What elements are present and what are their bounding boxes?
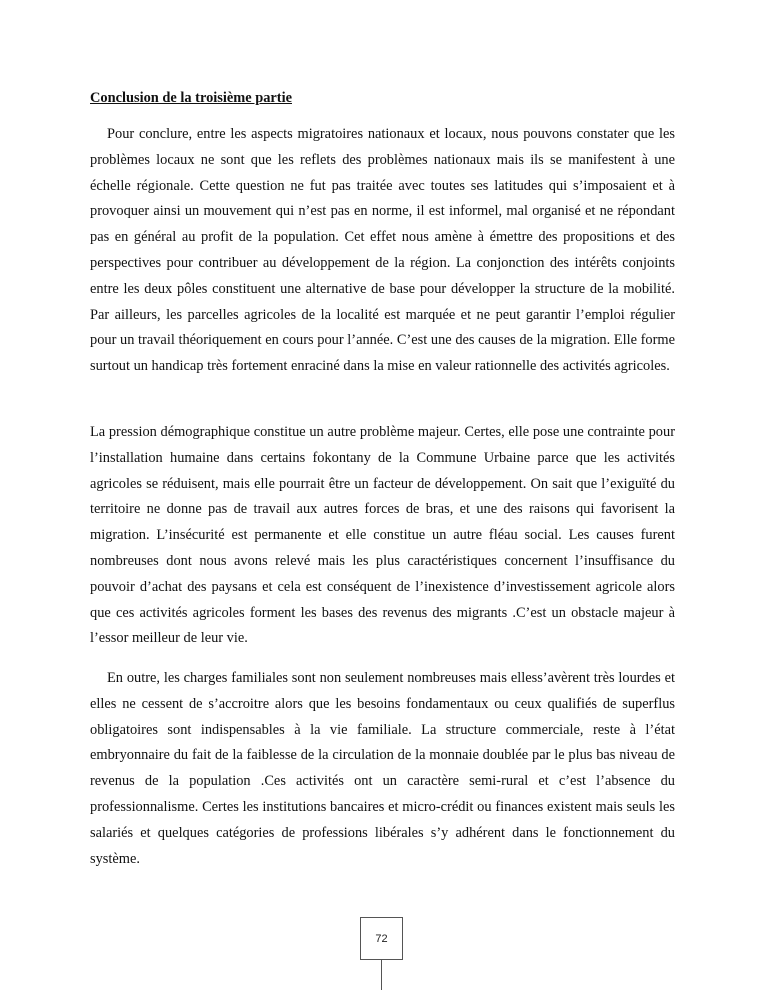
paragraph-2: La pression démographique constitue un autre problème majeur. Certes, elle pose une contrainte pour l’installation humaine dans certains fokontany de la Commune Urbaine parce que les activités agricoles se réduisent, mais elle pourrait être un facteur de développement. On sait que l’exiguïté du territoire ne donne pas de travail aux autres forces de bras, et une des raisons qui favorisent la migration. L’insécurité est permanente et elle constitue un autre fléau social. Les causes furent nombreuses dont nous avons relevé mais les plus caractéristiques concernent l’insuffisance du pouvoir d’achat des paysans et cela est conséquent de l’inexistence d’investissement agricole alors que ces activités agricoles forment les bases des revenus des migrants .C’est un obstacle majeur à l’essor meilleur de leur vie. <box>90 424 675 647</box>
page-number-connector <box>381 960 382 990</box>
paragraph-3: En outre, les charges familiales sont non seulement nombreuses mais elless’avèrent très lourdes et elles ne cessent de s’accroitre alors que les besoins fondamentaux ou ceux qualifiés de superflus obligatoires sont indispensables à la vie familiale. La structure commerciale, reste à l’état embryonnaire du fait de la faiblesse de la circulation de la monnaie doublée par le plus bas niveau de revenus de la population .Ces activités ont un caractère semi-rural et c’est l’absence du professionnalisme. Certes les institutions bancaires et micro-crédit ou finances existent mais seuls les salariés et quelques catégories de professions libérales s’y adhérent dans le fonctionnement du système. <box>90 670 675 867</box>
page-number: 72 <box>360 917 403 960</box>
section-heading: Conclusion de la troisième partie <box>90 90 292 106</box>
paragraph-1: Pour conclure, entre les aspects migratoires nationaux et locaux, nous pouvons constater que les problèmes locaux ne sont que les reflets des problèmes nationaux mais ils se manifestent à une échelle régionale. Cette question ne fut pas traitée avec toutes ses latitudes qui s’imposaient et à provoquer ainsi un mouvement qui n’est pas en norme, il est informel, mal organisé et ne répondant pas en général au profit de la population. Cet effet nous amène à émettre des propositions et des perspectives pour contribuer au développement de la région. La conjonction des intérêts conjoints entre les deux pôles constituent une alternative de base pour développer la structure de la mobilité. Par ailleurs, les parcelles agricoles de la localité est marquée et ne peut garantir l’emploi régulier pour un travail théoriquement en cours pour l’année. C’est une des causes de la migration. Elle forme surtout un handicap très fortement enraciné dans la mise en valeur rationnelle des activités agricoles. <box>90 126 675 375</box>
